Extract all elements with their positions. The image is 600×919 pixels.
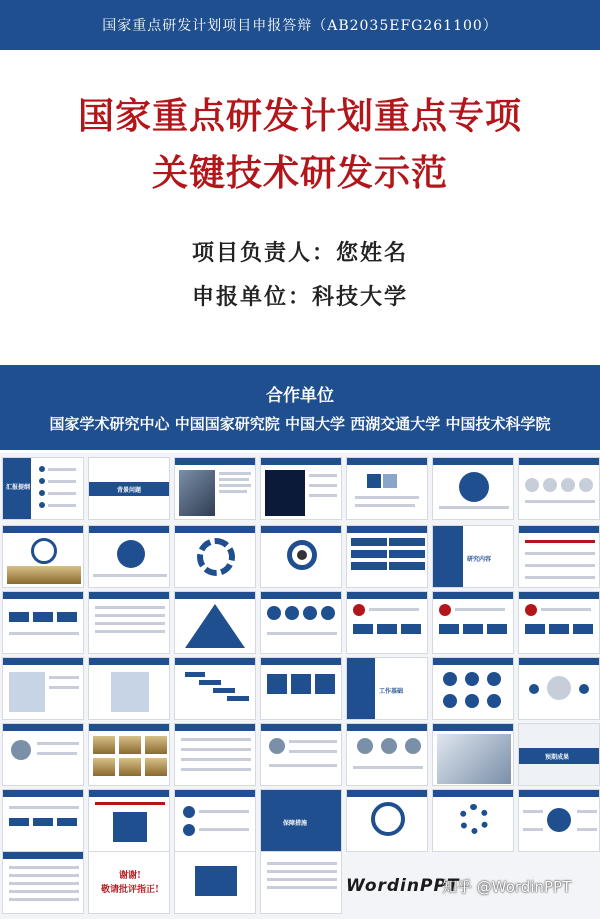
- slide-thumb-19[interactable]: [346, 591, 428, 654]
- slide-thumb-14[interactable]: [518, 525, 600, 588]
- hero-section: [0, 50, 600, 365]
- slide-thumb-25[interactable]: [260, 657, 342, 720]
- slide-thumb-43[interactable]: [2, 851, 84, 914]
- slide-thumb-3[interactable]: [174, 457, 256, 520]
- slide-thumb-section-basis[interactable]: [346, 657, 428, 720]
- slide-thumb-24[interactable]: [174, 657, 256, 720]
- guarantee-label: 保障措施: [283, 820, 308, 827]
- slide-thumb-40[interactable]: [346, 789, 428, 852]
- slide-thumb-17[interactable]: [174, 591, 256, 654]
- slide-thumb-section-guarantee[interactable]: [260, 789, 342, 852]
- zhihu-watermark: 知乎 @WordinPPT: [442, 878, 572, 896]
- slide-thumb-38[interactable]: [174, 789, 256, 852]
- slide-thumb-10[interactable]: [174, 525, 256, 588]
- slide-thumb-37[interactable]: [88, 789, 170, 852]
- slide-thumb-27[interactable]: [432, 657, 514, 720]
- banner-text: 国家重点研发计划项目申报答辩（AB2035EFG261100）: [102, 18, 498, 34]
- slide-thumb-8[interactable]: [2, 525, 84, 588]
- slide-thumb-33[interactable]: [346, 723, 428, 786]
- watermark: [346, 866, 600, 919]
- contents-label: 汇报提纲: [6, 484, 31, 491]
- slide-thumb-contents[interactable]: [2, 457, 84, 520]
- slide-thumb-20[interactable]: [432, 591, 514, 654]
- partner-section: [0, 365, 600, 450]
- slide-thumb-section-research[interactable]: [432, 525, 514, 588]
- slide-thumb-28[interactable]: [518, 657, 600, 720]
- research-content-label: 研究内容: [467, 556, 492, 563]
- slide-thumb-32[interactable]: [260, 723, 342, 786]
- slide-thumb-31[interactable]: [174, 723, 256, 786]
- partner-list: 国家学术研究中心 中国国家研究院 中国大学 西湖交通大学 中国技术科学院: [49, 415, 551, 433]
- slide-thumb-12[interactable]: [346, 525, 428, 588]
- slide-thumb-section-results[interactable]: [518, 723, 600, 786]
- expected-results-label: 预期成果: [545, 754, 570, 761]
- slide-thumb-36[interactable]: [2, 789, 84, 852]
- slide-thumb-42[interactable]: [518, 789, 600, 852]
- main-title-line1: 国家重点研发计划重点专项: [77, 95, 522, 137]
- slide-thumb-4[interactable]: [260, 457, 342, 520]
- slide-thumb-18[interactable]: [260, 591, 342, 654]
- slide-thumb-5[interactable]: [346, 457, 428, 520]
- slide-thumb-15[interactable]: [2, 591, 84, 654]
- slide-thumb-thanks[interactable]: [88, 851, 170, 914]
- slide-thumb-7[interactable]: [518, 457, 600, 520]
- slide-thumb-21[interactable]: [518, 591, 600, 654]
- slide-thumb-41[interactable]: [432, 789, 514, 852]
- slide-thumb-9[interactable]: [88, 525, 170, 588]
- slide-thumb-6[interactable]: [432, 457, 514, 520]
- slide-thumb-23[interactable]: [88, 657, 170, 720]
- wordinppt-logo: WordinPPT: [346, 876, 460, 896]
- project-leader: 项目负责人：您姓名: [191, 240, 408, 266]
- slide-thumb-22[interactable]: [2, 657, 84, 720]
- slide-thumb-45[interactable]: [174, 851, 256, 914]
- slide-thumb-29[interactable]: [2, 723, 84, 786]
- thanks-line2: 敬请批评指正!: [101, 885, 159, 895]
- slide-thumb-34[interactable]: [432, 723, 514, 786]
- slide-thumb-30[interactable]: [88, 723, 170, 786]
- main-title-line2: 关键技术研发示范: [151, 152, 448, 194]
- slide-thumb-16[interactable]: [88, 591, 170, 654]
- slide-thumb-11[interactable]: [260, 525, 342, 588]
- work-basis-label: 工作基础: [379, 688, 404, 695]
- slide-thumb-section-bg[interactable]: [88, 457, 170, 520]
- partner-title: 合作单位: [266, 386, 334, 406]
- top-banner: [0, 0, 600, 50]
- bg-problem-label: 背景问题: [117, 487, 142, 494]
- slide-thumb-46[interactable]: [260, 851, 342, 914]
- thanks-line1: 谢谢!: [119, 871, 141, 881]
- applicant-unit: 申报单位：科技大学: [191, 284, 408, 310]
